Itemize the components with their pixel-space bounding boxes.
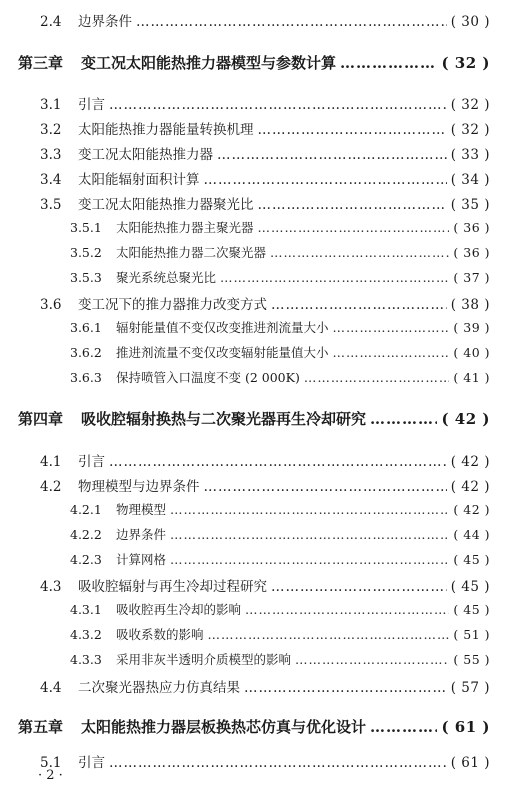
toc-entry-number: 3.3 (40, 147, 62, 163)
toc-entry-title: 物理模型与边界条件 (78, 479, 200, 495)
toc-subsection-entry[interactable] (0, 268, 510, 286)
toc-entry-title: 太阳能热推力器主聚光器 (116, 220, 254, 235)
toc-entry-number: 4.3.2 (70, 627, 102, 642)
dot-leader (333, 345, 450, 360)
dot-leader (258, 197, 447, 213)
toc-chapter-entry[interactable] (0, 52, 510, 73)
toc-entry-title: 变工况太阳能热推力器 (78, 147, 213, 163)
toc-entry-page: ( 32 ) (450, 97, 490, 113)
toc-section-entry[interactable] (0, 143, 510, 163)
toc-section-entry[interactable] (0, 118, 510, 138)
toc-section-entry[interactable] (0, 575, 510, 595)
dot-leader (271, 579, 447, 595)
toc-entry-title: 太阳能热推力器能量转换机理 (78, 122, 254, 138)
dot-leader (170, 527, 449, 542)
page-number-footer: · 2 · (38, 768, 63, 783)
dot-leader (258, 122, 447, 138)
dot-leader (245, 602, 449, 617)
toc-subsection-entry[interactable] (0, 650, 510, 668)
toc-entry-page: ( 32 ) (450, 122, 490, 138)
dot-leader (170, 552, 449, 567)
toc-entry-title: 边界条件 (116, 527, 167, 542)
toc-entry-title: 物理模型 (116, 502, 167, 517)
toc-subsection-entry[interactable] (0, 243, 510, 261)
toc-entry-number: 3.5.3 (70, 270, 102, 285)
toc-subsection-entry[interactable] (0, 368, 510, 386)
toc-entry-number: 第五章 (18, 718, 64, 736)
dot-leader (220, 270, 449, 285)
toc-entry-title: 变工况太阳能热推力器聚光比 (78, 197, 254, 213)
toc-entry-page: ( 38 ) (450, 297, 490, 313)
toc-entry-title: 采用非灰半透明介质模型的影响 (116, 652, 292, 667)
toc-entry-number: 4.3.3 (70, 652, 102, 667)
dot-leader (217, 147, 447, 163)
toc-entry-title: 吸收腔辐射与再生冷却过程研究 (78, 579, 267, 595)
toc-entry-number: 第三章 (18, 54, 64, 72)
toc-subsection-entry[interactable] (0, 318, 510, 336)
dot-leader (304, 370, 450, 385)
toc-entry-page: ( 36 ) (453, 220, 490, 235)
toc-subsection-entry[interactable] (0, 500, 510, 518)
toc-entry-page: ( 42 ) (441, 410, 490, 428)
toc-entry-number: 4.1 (40, 454, 62, 470)
toc-section-entry[interactable] (0, 293, 510, 313)
toc-entry-title: 引言 (78, 454, 105, 470)
toc-entry-title: 引言 (78, 755, 105, 771)
dot-leader (340, 54, 437, 72)
dot-leader (258, 220, 450, 235)
toc-section-entry[interactable] (0, 10, 510, 30)
toc-entry-page: ( 42 ) (450, 454, 490, 470)
dot-leader (204, 479, 447, 495)
toc-chapter-entry[interactable] (0, 716, 510, 737)
toc-entry-page: ( 61 ) (441, 718, 490, 736)
toc-section-entry[interactable] (0, 751, 510, 771)
toc-chapter-entry[interactable] (0, 408, 510, 429)
toc-entry-number: 3.5.2 (70, 245, 102, 260)
toc-subsection-entry[interactable] (0, 218, 510, 236)
toc-section-entry[interactable] (0, 193, 510, 213)
toc-entry-page: ( 42 ) (453, 502, 490, 517)
toc-entry-page: ( 36 ) (453, 245, 490, 260)
toc-entry-page: ( 55 ) (453, 652, 490, 667)
toc-entry-page: ( 57 ) (450, 680, 490, 696)
toc-entry-page: ( 34 ) (450, 172, 490, 188)
toc-entry-page: ( 51 ) (453, 627, 490, 642)
toc-entry-title: 保持喷管入口温度不变 (2 000K) (116, 370, 300, 385)
toc-entry-number: 3.2 (40, 122, 62, 138)
toc-entry-title: 聚光系统总聚光比 (116, 270, 217, 285)
toc-entry-number: 2.4 (40, 14, 62, 30)
toc-entry-number: 4.2 (40, 479, 62, 495)
toc-entry-title: 太阳能热推力器层板换热芯仿真与优化设计 (81, 718, 367, 736)
toc-entry-title: 推进剂流量不变仅改变辐射能量值大小 (116, 345, 329, 360)
toc-entry-number: 3.4 (40, 172, 62, 188)
toc-section-entry[interactable] (0, 168, 510, 188)
dot-leader (136, 14, 447, 30)
toc-subsection-entry[interactable] (0, 525, 510, 543)
toc-section-entry[interactable] (0, 676, 510, 696)
dot-leader (204, 172, 447, 188)
toc-entry-title: 引言 (78, 97, 105, 113)
toc-entry-number: 4.3.1 (70, 602, 102, 617)
toc-entry-page: ( 30 ) (450, 14, 490, 30)
toc-entry-number: 3.1 (40, 97, 62, 113)
toc-entry-number: 3.6.3 (70, 370, 102, 385)
toc-entry-page: ( 35 ) (450, 197, 490, 213)
dot-leader (270, 245, 449, 260)
toc-entry-title: 太阳能热推力器二次聚光器 (116, 245, 267, 260)
dot-leader (370, 718, 437, 736)
toc-subsection-entry[interactable] (0, 600, 510, 618)
toc-entry-page: ( 42 ) (450, 479, 490, 495)
toc-subsection-entry[interactable] (0, 550, 510, 568)
dot-leader (208, 627, 450, 642)
dot-leader (271, 297, 447, 313)
toc-entry-number: 4.2.2 (70, 527, 102, 542)
toc-entry-title: 计算网格 (116, 552, 167, 567)
dot-leader (244, 680, 447, 696)
toc-entry-page: ( 41 ) (453, 370, 490, 385)
toc-entry-number: 4.4 (40, 680, 62, 696)
toc-entry-number: 3.6 (40, 297, 62, 313)
toc-entry-title: 吸收腔辐射换热与二次聚光器再生冷却研究 (81, 410, 367, 428)
dot-leader (370, 410, 437, 428)
toc-subsection-entry[interactable] (0, 625, 510, 643)
dot-leader (170, 502, 449, 517)
toc-entry-page: ( 45 ) (450, 579, 490, 595)
toc-entry-page: ( 40 ) (453, 345, 490, 360)
toc-entry-number: 4.2.3 (70, 552, 102, 567)
toc-entry-number: 4.2.1 (70, 502, 102, 517)
toc-entry-number: 4.3 (40, 579, 62, 595)
toc-entry-page: ( 45 ) (453, 602, 490, 617)
toc-entry-number: 第四章 (18, 410, 64, 428)
toc-entry-number: 3.5 (40, 197, 62, 213)
dot-leader (295, 652, 449, 667)
toc-entry-title: 太阳能辐射面积计算 (78, 172, 200, 188)
toc-entry-page: ( 37 ) (453, 270, 490, 285)
toc-section-entry[interactable] (0, 93, 510, 113)
toc-entry-number: 3.6.1 (70, 320, 102, 335)
toc-entry-page: ( 44 ) (453, 527, 490, 542)
toc-entry-page: ( 39 ) (453, 320, 490, 335)
toc-section-entry[interactable] (0, 475, 510, 495)
toc-section-entry[interactable] (0, 450, 510, 470)
toc-entry-title: 边界条件 (78, 14, 132, 30)
dot-leader (333, 320, 450, 335)
toc-entry-page: ( 61 ) (450, 755, 490, 771)
toc-entry-page: ( 33 ) (450, 147, 490, 163)
toc-entry-title: 二次聚光器热应力仿真结果 (78, 680, 240, 696)
toc-subsection-entry[interactable] (0, 343, 510, 361)
toc-entry-page: ( 45 ) (453, 552, 490, 567)
toc-entry-title: 吸收系数的影响 (116, 627, 204, 642)
dot-leader (109, 755, 447, 771)
dot-leader (109, 97, 447, 113)
toc-entry-title: 变工况下的推力器推力改变方式 (78, 297, 267, 313)
dot-leader (109, 454, 447, 470)
toc-entry-number: 3.5.1 (70, 220, 102, 235)
toc-entry-title: 变工况太阳能热推力器模型与参数计算 (81, 54, 337, 72)
toc-entry-title: 辐射能量值不变仅改变推进剂流量大小 (116, 320, 329, 335)
toc-entry-title: 吸收腔再生冷却的影响 (116, 602, 242, 617)
toc-entry-number: 3.6.2 (70, 345, 102, 360)
toc-entry-page: ( 32 ) (441, 54, 490, 72)
toc-entry-number: 5.1 (40, 755, 62, 771)
